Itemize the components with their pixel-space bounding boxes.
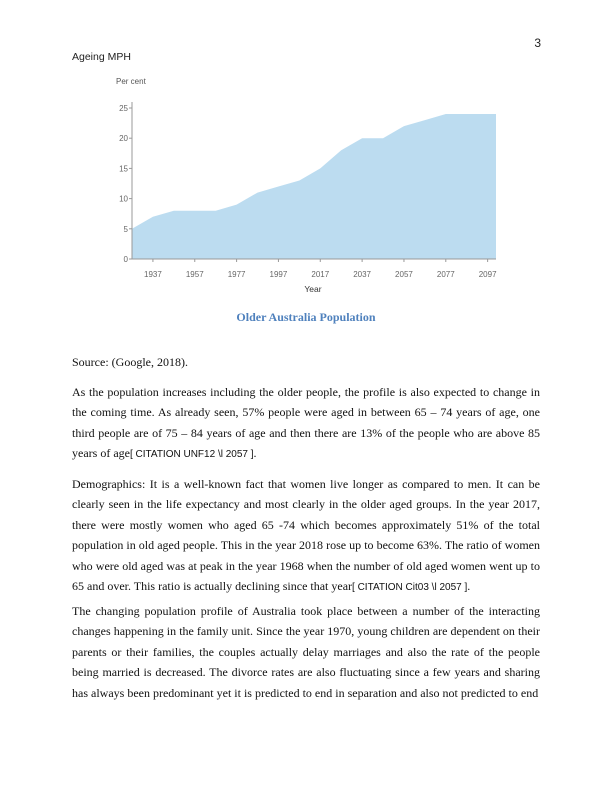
x-tick-label: 1937 bbox=[144, 270, 162, 279]
citation-field: [ CITATION UNF12 \l 2057 ] bbox=[129, 449, 254, 461]
x-axis-label: Year bbox=[304, 284, 322, 294]
x-tick-label: 1957 bbox=[185, 270, 204, 279]
figure-source: Source: (Google, 2018). bbox=[72, 355, 188, 369]
page-number: 3 bbox=[534, 36, 541, 50]
x-tick-label: 2017 bbox=[311, 270, 330, 279]
area-chart bbox=[0, 70, 612, 300]
x-tick-label: 2097 bbox=[478, 270, 497, 279]
citation-field: [ CITATION Cit03 \l 2057 ] bbox=[352, 582, 468, 594]
x-tick-label: 1977 bbox=[227, 270, 246, 279]
running-head: Ageing MPH bbox=[72, 51, 131, 63]
area-series-older-population bbox=[132, 114, 496, 259]
y-tick-label: 5 bbox=[123, 224, 128, 234]
paragraph-2 bbox=[72, 474, 540, 598]
y-tick-label: 10 bbox=[119, 194, 128, 204]
chart-svg bbox=[0, 70, 612, 300]
paragraph-3 bbox=[72, 601, 540, 703]
x-tick-label: 1997 bbox=[269, 270, 288, 279]
paragraph-text: As the population increases including the older people, the profile is also expected to change in the coming time. As already seen, 57% people were aged in between 65 – 74 years of age, one third people are of 75 – 84 years of age and then there are 13% of the people who are above 85 years of age bbox=[72, 385, 540, 461]
y-axis-label: Per cent bbox=[116, 77, 146, 86]
x-tick-label: 2037 bbox=[353, 270, 372, 279]
y-tick-label: 0 bbox=[123, 255, 128, 264]
paragraph-end: . bbox=[253, 446, 257, 461]
x-tick-label: 2057 bbox=[395, 270, 413, 279]
paragraph-text: The changing population profile of Australia took place between a number of the interacting changes happening in the family unit. Since the year 1970, young children are dependent on their parents or their families, the couples actually delay marriages and also the rate of the people being married is decreased. The divorce rates are also fluctuating since a few years and sharing has always been predominant yet it is predicted to end in separation and also not predicted to end bbox=[72, 604, 540, 700]
y-tick-label: 15 bbox=[119, 164, 128, 174]
paragraph-text: Demographics: It is a well-known fact that women live longer as compared to men. It can be clearly seen in the life expectancy and most clearly in the older aged groups. In the year 2017, there were mostly women who aged 65 -74 which becomes approximately 51% of the total population in old aged people. This in the year 2018 rose up to become 63%. The ratio of women who were old aged was at peak in the year 1968 when the number of old aged women went up to 65 and over. This ratio is actually declining since that year bbox=[72, 477, 540, 594]
x-tick-label: 2077 bbox=[436, 270, 455, 279]
paragraph-1 bbox=[72, 382, 540, 466]
y-tick-label: 25 bbox=[119, 104, 128, 113]
y-tick-label: 20 bbox=[119, 134, 128, 144]
paragraph-end: . bbox=[467, 579, 471, 594]
figure-caption: Older Australia Population bbox=[236, 310, 376, 324]
